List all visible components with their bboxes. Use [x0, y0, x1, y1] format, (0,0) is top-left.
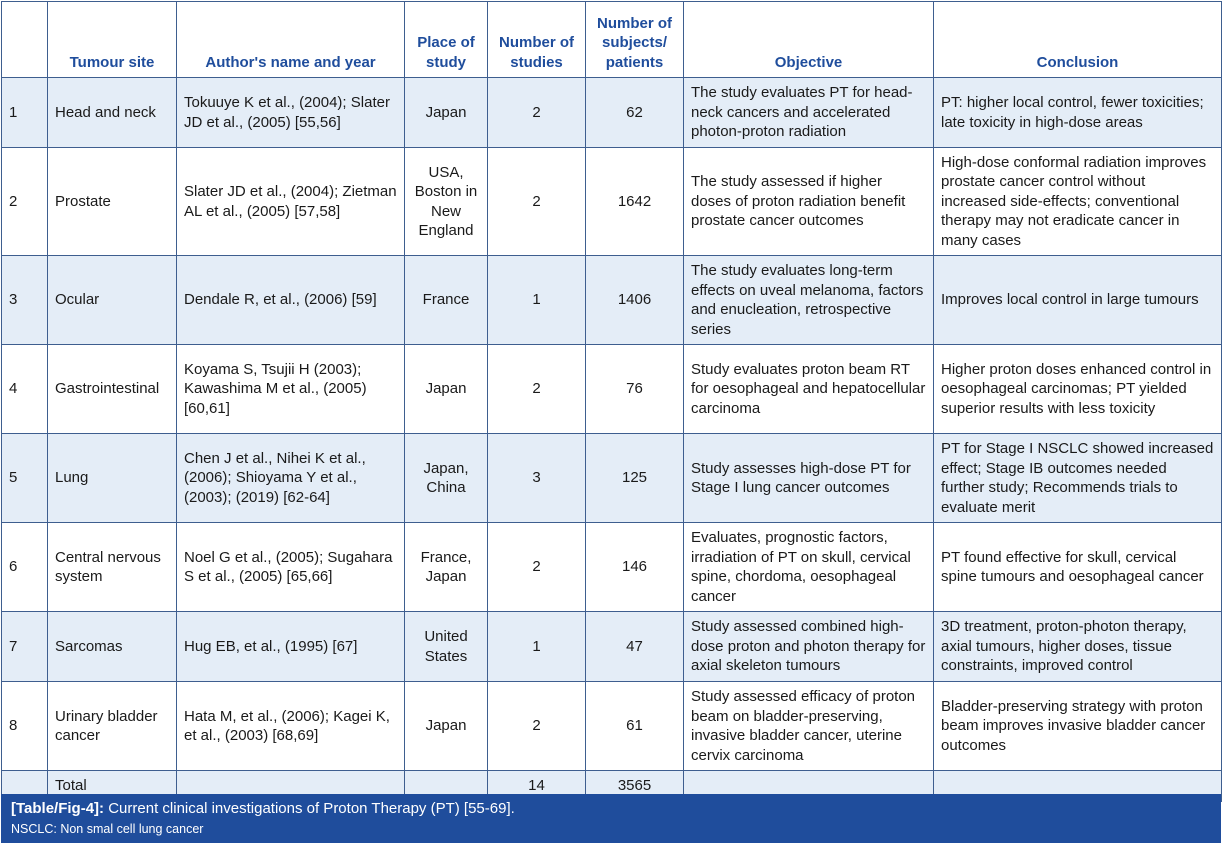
row-objective: Evaluates, prognostic factors, irradiation of PT on skull, cervical spine, chordoma, oesophageal cancer	[684, 523, 934, 612]
row-site: Sarcomas	[48, 612, 177, 682]
row-num: 6	[2, 523, 48, 612]
table-row	[2, 434, 1222, 523]
row-place: France, Japan	[405, 523, 488, 612]
row-studies: 2	[488, 148, 586, 256]
total-subjects: 3565	[586, 771, 684, 802]
row-author: Koyama S, Tsujii H (2003); Kawashima M et al., (2005) [60,61]	[177, 345, 405, 434]
row-studies: 2	[488, 682, 586, 771]
row-place: Japan, China	[405, 434, 488, 523]
header-conclusion: Conclusion	[934, 2, 1222, 78]
row-num: 1	[2, 78, 48, 148]
row-subjects: 125	[586, 434, 684, 523]
header-objective: Objective	[684, 2, 934, 78]
row-conclusion: PT found effective for skull, cervical spine tumours and oesophageal cancer	[934, 523, 1222, 612]
row-objective: Study assessed combined high-dose proton and photon therapy for axial skeleton tumours	[684, 612, 934, 682]
row-conclusion: Higher proton doses enhanced control in oesophageal carcinomas; PT yielded superior results with less toxicity	[934, 345, 1222, 434]
row-author: Hata M, et al., (2006); Kagei K, et al., (2003) [68,69]	[177, 682, 405, 771]
row-place: Japan	[405, 78, 488, 148]
caption-title	[11, 800, 1211, 818]
header-row	[2, 2, 1222, 78]
table-row	[2, 78, 1222, 148]
row-conclusion: High-dose conformal radiation improves prostate cancer control without increased side-effects; conventional therapy may not eradicate cancer in many cases	[934, 148, 1222, 256]
caption-tag: [Table/Fig-4]:	[11, 800, 105, 817]
row-site: Gastrointestinal	[48, 345, 177, 434]
row-studies: 2	[488, 345, 586, 434]
row-author: Slater JD et al., (2004); Zietman AL et al., (2005) [57,58]	[177, 148, 405, 256]
row-num: 2	[2, 148, 48, 256]
proton-therapy-table	[1, 1, 1222, 802]
row-conclusion: PT: higher local control, fewer toxicities; late toxicity in high-dose areas	[934, 78, 1222, 148]
header-num	[2, 2, 48, 78]
row-place: France	[405, 256, 488, 345]
header-tumour-site: Tumour site	[48, 2, 177, 78]
header-author: Author's name and year	[177, 2, 405, 78]
total-studies: 14	[488, 771, 586, 802]
row-subjects: 146	[586, 523, 684, 612]
row-objective: Study assesses high-dose PT for Stage I lung cancer outcomes	[684, 434, 934, 523]
table-row	[2, 256, 1222, 345]
row-place: Japan	[405, 682, 488, 771]
row-subjects: 1642	[586, 148, 684, 256]
row-subjects: 76	[586, 345, 684, 434]
row-place: United States	[405, 612, 488, 682]
row-objective: Study evaluates proton beam RT for oesophageal and hepatocellular carcinoma	[684, 345, 934, 434]
row-objective: The study assessed if higher doses of proton radiation benefit prostate cancer outcomes	[684, 148, 934, 256]
row-num: 7	[2, 612, 48, 682]
table-figure	[1, 1, 1221, 843]
table-row	[2, 148, 1222, 256]
row-subjects: 47	[586, 612, 684, 682]
row-place: Japan	[405, 345, 488, 434]
row-conclusion: Bladder-preserving strategy with proton beam improves invasive bladder cancer outcomes	[934, 682, 1222, 771]
row-site: Prostate	[48, 148, 177, 256]
row-studies: 2	[488, 78, 586, 148]
row-studies: 1	[488, 256, 586, 345]
header-place: Place of study	[405, 2, 488, 78]
row-objective: The study evaluates PT for head-neck cancers and accelerated photon-proton radiation	[684, 78, 934, 148]
row-studies: 1	[488, 612, 586, 682]
row-conclusion: 3D treatment, proton-photon therapy, axial tumours, higher doses, tissue constraints, improved control	[934, 612, 1222, 682]
row-num: 5	[2, 434, 48, 523]
row-num: 8	[2, 682, 48, 771]
row-num: 4	[2, 345, 48, 434]
table-row	[2, 682, 1222, 771]
row-place: USA, Boston in New England	[405, 148, 488, 256]
row-objective: Study assessed efficacy of proton beam on bladder-preserving, invasive bladder cancer, uterine cervix carcinoma	[684, 682, 934, 771]
table-row	[2, 612, 1222, 682]
row-num: 3	[2, 256, 48, 345]
row-author: Tokuuye K et al., (2004); Slater JD et al., (2005) [55,56]	[177, 78, 405, 148]
total-label: Total	[48, 771, 177, 802]
row-subjects: 61	[586, 682, 684, 771]
row-subjects: 62	[586, 78, 684, 148]
row-author: Dendale R, et al., (2006) [59]	[177, 256, 405, 345]
row-author: Hug EB, et al., (1995) [67]	[177, 612, 405, 682]
row-author: Noel G et al., (2005); Sugahara S et al., (2005) [65,66]	[177, 523, 405, 612]
row-site: Ocular	[48, 256, 177, 345]
row-conclusion: PT for Stage I NSCLC showed increased effect; Stage IB outcomes needed further study; Recommends trials to evaluate merit	[934, 434, 1222, 523]
caption-text: Current clinical investigations of Proton Therapy (PT) [55-69].	[104, 800, 515, 817]
row-site: Central nervous system	[48, 523, 177, 612]
figure-caption	[1, 794, 1221, 843]
row-subjects: 1406	[586, 256, 684, 345]
row-conclusion: Improves local control in large tumours	[934, 256, 1222, 345]
row-objective: The study evaluates long-term effects on uveal melanoma, factors and enucleation, retrospective series	[684, 256, 934, 345]
table-row	[2, 523, 1222, 612]
table-row	[2, 345, 1222, 434]
row-studies: 2	[488, 523, 586, 612]
header-subjects: Number of subjects/ patients	[586, 2, 684, 78]
caption-note: NSCLC: Non smal cell lung cancer	[11, 822, 204, 836]
row-studies: 3	[488, 434, 586, 523]
row-site: Head and neck	[48, 78, 177, 148]
row-site: Lung	[48, 434, 177, 523]
row-author: Chen J et al., Nihei K et al., (2006); Shioyama Y et al., (2003); (2019) [62-64]	[177, 434, 405, 523]
header-studies: Number of studies	[488, 2, 586, 78]
row-site: Urinary bladder cancer	[48, 682, 177, 771]
